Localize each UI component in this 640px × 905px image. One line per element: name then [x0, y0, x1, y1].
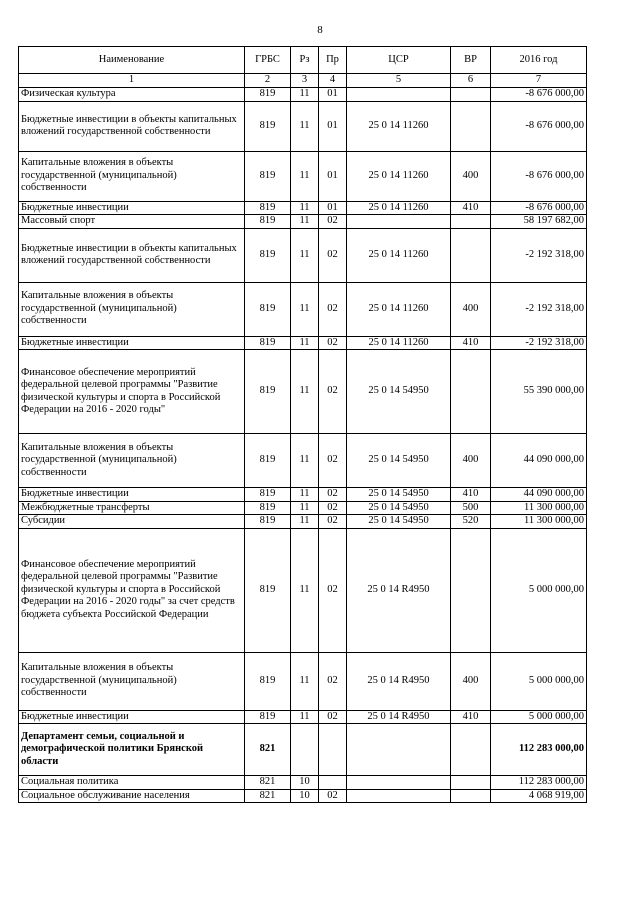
cell-rz: 11	[291, 515, 319, 529]
cell-amount: 58 197 682,00	[491, 215, 587, 229]
cell-name: Финансовое обеспечение мероприятий федеральной целевой программы "Развитие физической культуры и спорта в Российской Федерации на 2016 - 2020 годы" за счет средств бюджета субъекта Российской Федерации	[19, 528, 245, 652]
cell-rz: 11	[291, 528, 319, 652]
cell-vr	[451, 724, 491, 776]
cell-amount: 4 068 919,00	[491, 789, 587, 803]
table-row	[19, 282, 587, 336]
cell-vr: 500	[451, 501, 491, 515]
header-pr: Пр	[319, 47, 347, 74]
cell-name: Субсидии	[19, 515, 245, 529]
cell-amount: 44 090 000,00	[491, 434, 587, 488]
table-row	[19, 215, 587, 229]
cell-vr	[451, 101, 491, 151]
table-row	[19, 652, 587, 710]
cell-grbs: 819	[245, 488, 291, 502]
cell-amount: 5 000 000,00	[491, 652, 587, 710]
table-row	[19, 101, 587, 151]
budget-table	[18, 46, 587, 803]
cell-pr: 02	[319, 336, 347, 350]
cell-grbs: 819	[245, 710, 291, 724]
cell-pr: 01	[319, 151, 347, 201]
cell-name: Бюджетные инвестиции в объекты капитальных вложений государственной собственности	[19, 101, 245, 151]
cell-csr: 25 0 14 R4950	[347, 652, 451, 710]
cell-rz: 11	[291, 151, 319, 201]
cell-csr	[347, 789, 451, 803]
cell-pr: 02	[319, 528, 347, 652]
cell-vr	[451, 228, 491, 282]
cell-rz: 11	[291, 710, 319, 724]
cell-csr	[347, 88, 451, 102]
cell-pr: 02	[319, 350, 347, 434]
cell-pr	[319, 776, 347, 790]
cell-csr: 25 0 14 54950	[347, 488, 451, 502]
cell-name: Межбюджетные трансферты	[19, 501, 245, 515]
table-row	[19, 501, 587, 515]
table-row	[19, 336, 587, 350]
cell-name: Бюджетные инвестиции	[19, 336, 245, 350]
table-row	[19, 515, 587, 529]
cell-amount: 112 283 000,00	[491, 776, 587, 790]
cell-grbs: 819	[245, 652, 291, 710]
cell-csr: 25 0 14 11260	[347, 282, 451, 336]
table-row	[19, 350, 587, 434]
table-row	[19, 228, 587, 282]
table-row	[19, 710, 587, 724]
table-row	[19, 434, 587, 488]
table-row	[19, 528, 587, 652]
cell-name: Бюджетные инвестиции в объекты капитальных вложений государственной собственности	[19, 228, 245, 282]
cell-vr	[451, 528, 491, 652]
cell-grbs: 821	[245, 776, 291, 790]
cell-vr	[451, 88, 491, 102]
cell-pr: 02	[319, 789, 347, 803]
cell-pr: 02	[319, 652, 347, 710]
cell-vr: 410	[451, 710, 491, 724]
cell-vr: 410	[451, 488, 491, 502]
cell-name: Капитальные вложения в объекты государственной (муниципальной) собственности	[19, 652, 245, 710]
cell-grbs: 819	[245, 336, 291, 350]
column-number: 7	[491, 74, 587, 88]
cell-amount: 5 000 000,00	[491, 528, 587, 652]
cell-grbs: 819	[245, 515, 291, 529]
cell-amount: -2 192 318,00	[491, 228, 587, 282]
cell-vr	[451, 215, 491, 229]
cell-csr: 25 0 14 11260	[347, 201, 451, 215]
cell-amount: -8 676 000,00	[491, 201, 587, 215]
cell-amount: 5 000 000,00	[491, 710, 587, 724]
cell-name: Капитальные вложения в объекты государственной (муниципальной) собственности	[19, 434, 245, 488]
cell-pr: 02	[319, 515, 347, 529]
cell-rz: 11	[291, 501, 319, 515]
cell-rz: 11	[291, 350, 319, 434]
cell-pr: 02	[319, 215, 347, 229]
header-vr: ВР	[451, 47, 491, 74]
cell-pr: 02	[319, 282, 347, 336]
cell-csr: 25 0 14 54950	[347, 434, 451, 488]
cell-amount: 11 300 000,00	[491, 501, 587, 515]
cell-grbs: 819	[245, 88, 291, 102]
cell-vr	[451, 789, 491, 803]
cell-vr: 400	[451, 652, 491, 710]
cell-pr: 02	[319, 501, 347, 515]
cell-csr: 25 0 14 54950	[347, 501, 451, 515]
header-row	[19, 47, 587, 74]
cell-pr: 01	[319, 88, 347, 102]
cell-rz	[291, 724, 319, 776]
cell-grbs: 819	[245, 350, 291, 434]
cell-name: Капитальные вложения в объекты государственной (муниципальной) собственности	[19, 151, 245, 201]
cell-pr: 02	[319, 488, 347, 502]
cell-vr: 400	[451, 434, 491, 488]
cell-rz: 11	[291, 488, 319, 502]
cell-amount: 44 090 000,00	[491, 488, 587, 502]
cell-name: Бюджетные инвестиции	[19, 488, 245, 502]
cell-rz: 11	[291, 101, 319, 151]
cell-name: Социальная политика	[19, 776, 245, 790]
cell-grbs: 819	[245, 151, 291, 201]
table-row	[19, 488, 587, 502]
cell-rz: 11	[291, 336, 319, 350]
cell-name: Физическая культура	[19, 88, 245, 102]
cell-name: Социальное обслуживание населения	[19, 789, 245, 803]
cell-grbs: 821	[245, 789, 291, 803]
cell-grbs: 819	[245, 228, 291, 282]
column-number-row	[19, 74, 587, 88]
cell-grbs: 821	[245, 724, 291, 776]
table-row	[19, 151, 587, 201]
cell-grbs: 819	[245, 201, 291, 215]
column-number: 6	[451, 74, 491, 88]
column-number: 2	[245, 74, 291, 88]
header-amount: 2016 год	[491, 47, 587, 74]
cell-grbs: 819	[245, 101, 291, 151]
cell-name: Капитальные вложения в объекты государственной (муниципальной) собственности	[19, 282, 245, 336]
cell-grbs: 819	[245, 528, 291, 652]
page-number: 8	[317, 24, 323, 36]
header-name: Наименование	[19, 47, 245, 74]
cell-grbs: 819	[245, 434, 291, 488]
cell-name: Финансовое обеспечение мероприятий федеральной целевой программы "Развитие физической культуры и спорта в Российской Федерации на 2016 - 2020 годы"	[19, 350, 245, 434]
cell-amount: -2 192 318,00	[491, 282, 587, 336]
cell-vr: 400	[451, 282, 491, 336]
table-row	[19, 88, 587, 102]
cell-vr	[451, 776, 491, 790]
cell-rz: 11	[291, 228, 319, 282]
header-grbs: ГРБС	[245, 47, 291, 74]
cell-csr	[347, 215, 451, 229]
cell-amount: -8 676 000,00	[491, 88, 587, 102]
cell-pr: 01	[319, 101, 347, 151]
table-row	[19, 724, 587, 776]
cell-amount: -2 192 318,00	[491, 336, 587, 350]
cell-rz: 11	[291, 434, 319, 488]
cell-amount: 55 390 000,00	[491, 350, 587, 434]
column-number: 4	[319, 74, 347, 88]
cell-csr: 25 0 14 11260	[347, 101, 451, 151]
cell-rz: 10	[291, 789, 319, 803]
column-number: 1	[19, 74, 245, 88]
cell-rz: 10	[291, 776, 319, 790]
column-number: 5	[347, 74, 451, 88]
cell-csr	[347, 724, 451, 776]
table-row	[19, 776, 587, 790]
cell-vr: 410	[451, 201, 491, 215]
cell-pr: 02	[319, 228, 347, 282]
cell-vr: 520	[451, 515, 491, 529]
cell-rz: 11	[291, 88, 319, 102]
table-row	[19, 201, 587, 215]
cell-csr: 25 0 14 R4950	[347, 710, 451, 724]
cell-csr: 25 0 14 11260	[347, 151, 451, 201]
cell-amount: 11 300 000,00	[491, 515, 587, 529]
cell-amount: -8 676 000,00	[491, 151, 587, 201]
cell-amount: 112 283 000,00	[491, 724, 587, 776]
cell-rz: 11	[291, 215, 319, 229]
cell-rz: 11	[291, 652, 319, 710]
cell-grbs: 819	[245, 282, 291, 336]
cell-vr	[451, 350, 491, 434]
cell-csr	[347, 776, 451, 790]
table-row	[19, 789, 587, 803]
cell-csr: 25 0 14 54950	[347, 350, 451, 434]
cell-vr: 410	[451, 336, 491, 350]
header-csr: ЦСР	[347, 47, 451, 74]
cell-name: Массовый спорт	[19, 215, 245, 229]
cell-amount: -8 676 000,00	[491, 101, 587, 151]
header-rz: Рз	[291, 47, 319, 74]
cell-csr: 25 0 14 54950	[347, 515, 451, 529]
cell-pr: 02	[319, 710, 347, 724]
cell-csr: 25 0 14 11260	[347, 228, 451, 282]
cell-pr: 02	[319, 434, 347, 488]
cell-name: Бюджетные инвестиции	[19, 201, 245, 215]
cell-name: Департамент семьи, социальной и демографической политики Брянской области	[19, 724, 245, 776]
cell-rz: 11	[291, 201, 319, 215]
cell-pr: 01	[319, 201, 347, 215]
cell-rz: 11	[291, 282, 319, 336]
table-body	[19, 88, 587, 803]
cell-grbs: 819	[245, 501, 291, 515]
cell-csr: 25 0 14 R4950	[347, 528, 451, 652]
cell-name: Бюджетные инвестиции	[19, 710, 245, 724]
cell-pr	[319, 724, 347, 776]
cell-vr: 400	[451, 151, 491, 201]
column-number: 3	[291, 74, 319, 88]
cell-csr: 25 0 14 11260	[347, 336, 451, 350]
cell-grbs: 819	[245, 215, 291, 229]
